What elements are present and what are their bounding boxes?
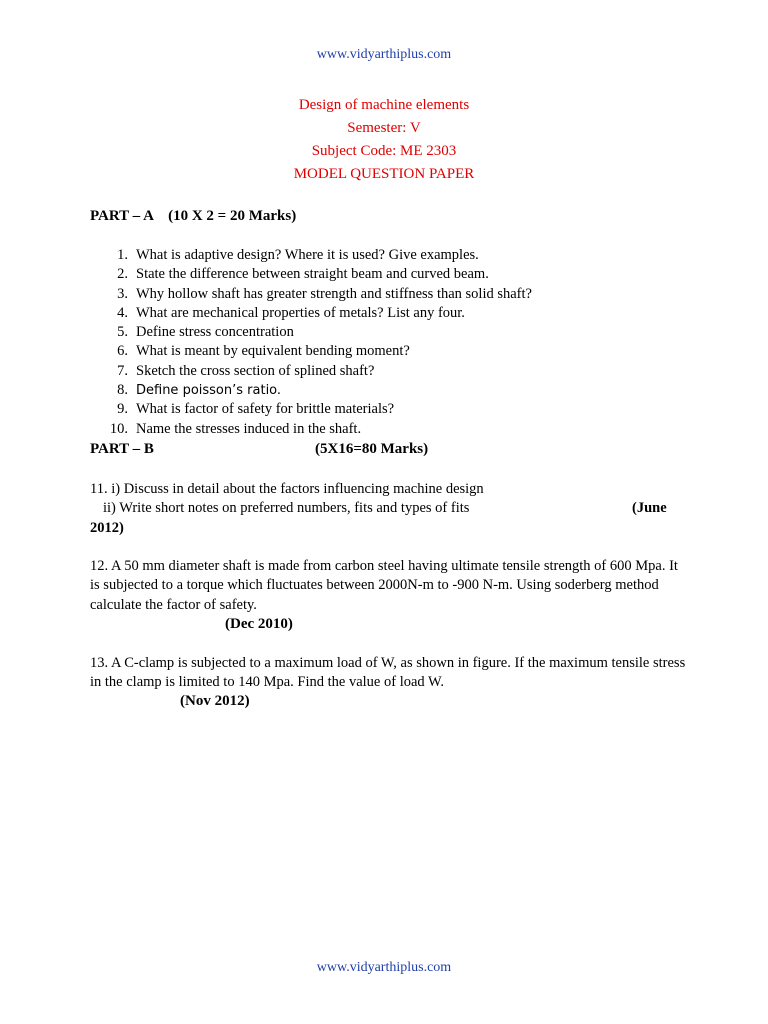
- list-item: [90, 400, 710, 419]
- list-item: [90, 265, 710, 284]
- question-number: 4.: [117, 304, 128, 321]
- question-text: What is factor of safety for brittle materials?: [136, 401, 395, 418]
- question-11-part-i: 11. i) Discuss in detail about the factors influencing machine design: [90, 481, 484, 497]
- header-website-link[interactable]: www.vidyarthiplus.com: [316, 47, 452, 62]
- question-13-date: (Nov 2012): [180, 693, 250, 709]
- question-number: 7.: [117, 362, 128, 379]
- list-item: [90, 246, 710, 265]
- question-text: Sketch the cross section of splined shaft?: [136, 362, 375, 379]
- title-block: [0, 94, 768, 186]
- list-item: [90, 342, 710, 361]
- question-11-part-ii: ii) Write short notes on preferred numbers, fits and types of fits: [103, 500, 470, 517]
- paper-title: MODEL QUESTION PAPER: [293, 166, 475, 182]
- footer-website-link[interactable]: www.vidyarthiplus.com: [316, 960, 452, 975]
- question-12-text: 12. A 50 mm diameter shaft is made from carbon steel having ultimate tensile strength of 600 Mpa. It is subjected to a torque which fluctuates between 2000N-m to -900 N-m. Using soderberg method calculate the factor of safety.: [90, 558, 678, 613]
- part-a-question-list: [90, 246, 710, 439]
- part-a-heading: PART – A (10 X 2 = 20 Marks): [90, 208, 297, 224]
- question-number: 1.: [117, 247, 128, 263]
- question-text: Define poisson’s ratio.: [136, 383, 282, 399]
- question-text: Why hollow shaft has greater strength and stiffness than solid shaft?: [136, 285, 532, 302]
- question-number: 6.: [117, 343, 128, 360]
- question-text: State the difference between straight beam and curved beam.: [136, 266, 489, 283]
- question-number: 2.: [117, 266, 128, 283]
- question-12-date: (Dec 2010): [225, 616, 293, 632]
- list-item: [90, 323, 710, 342]
- list-item: [90, 362, 710, 381]
- question-11-date-part2: 2012): [90, 519, 124, 536]
- question-number: 5.: [117, 324, 128, 341]
- question-number: 10.: [109, 420, 128, 437]
- list-item: [90, 420, 710, 439]
- part-b-title: PART – B: [90, 441, 154, 457]
- list-item: [90, 304, 710, 323]
- question-text: What is meant by equivalent bending moment?: [136, 343, 410, 360]
- question-number: 3.: [117, 285, 128, 302]
- question-11: [90, 480, 690, 538]
- list-item: [90, 381, 710, 400]
- list-item: [90, 285, 710, 304]
- question-text: What is adaptive design? Where it is used? Give examples.: [136, 247, 479, 263]
- question-text: Define stress concentration: [136, 324, 294, 341]
- subject-title: Design of machine elements: [298, 97, 470, 113]
- question-number: 8.: [117, 382, 128, 399]
- question-number: 9.: [117, 401, 128, 418]
- semester-label: Semester: V: [347, 120, 421, 136]
- question-text: What are mechanical properties of metals? List any four.: [136, 304, 465, 321]
- question-13-text: 13. A C-clamp is subjected to a maximum load of W, as shown in figure. If the maximum tensile stress in the clamp is limited to 140 Mpa. Find the value of load W.: [90, 655, 686, 691]
- question-11-date-part1: (June: [632, 500, 667, 516]
- part-b-marks: (5X16=80 Marks): [315, 441, 429, 457]
- question-text: Name the stresses induced in the shaft.: [136, 420, 362, 437]
- subject-code: Subject Code: ME 2303: [311, 143, 457, 159]
- part-b-heading: [90, 441, 690, 458]
